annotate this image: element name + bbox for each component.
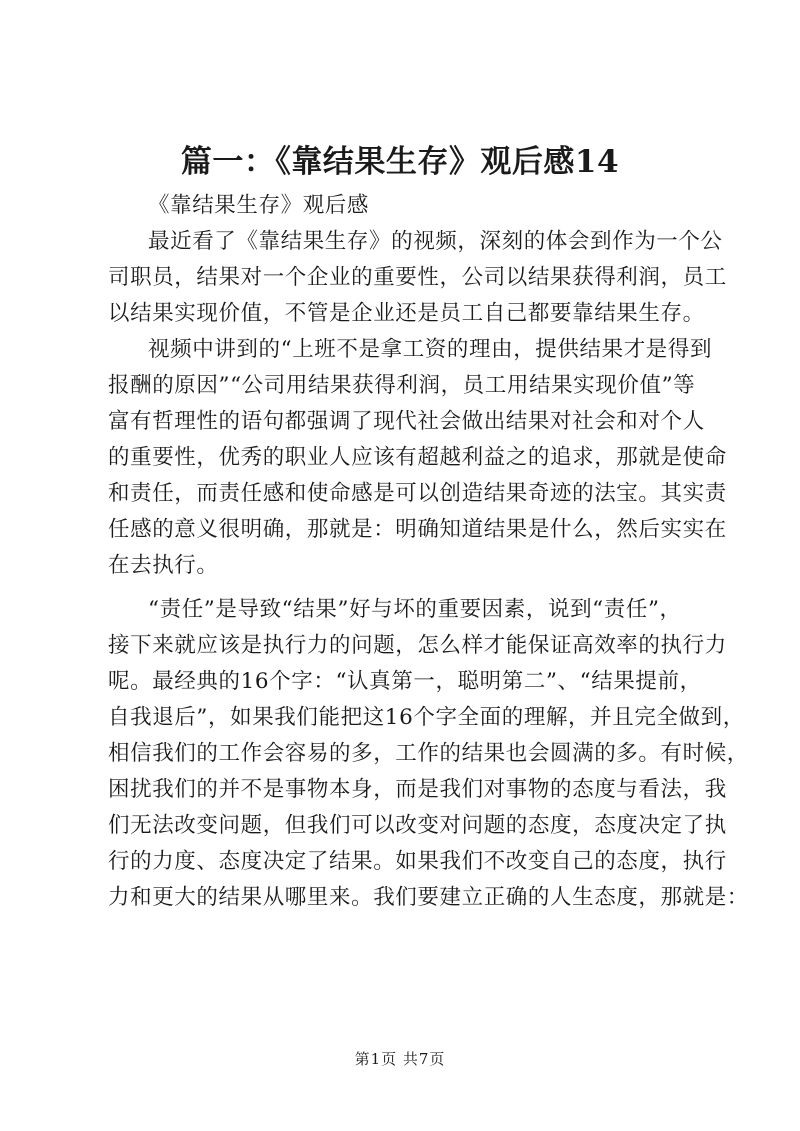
paragraph-1-line-2: 司职员，结果对一个企业的重要性，公司以结果获得利润，员工	[108, 265, 727, 290]
paragraph-3-line-8: 行的力度、态度决定了结果。如果我们不改变自己的态度，执行	[108, 849, 727, 874]
paragraph-3-line-2: 接下来就应该是执行力的问题，怎么样才能保证高效率的执行力	[108, 633, 727, 658]
page-number-footer: 第1页 共7页	[354, 1050, 446, 1068]
paragraph-3-line-1: “责任”是导致“结果”好与坏的重要因素，说到“责任”，	[148, 597, 682, 622]
paragraph-2-line-1: 视频中讲到的“上班不是拿工资的理由，提供结果才是得到	[148, 337, 713, 362]
paragraph-3-line-6: 困扰我们的并不是事物本身，而是我们对事物的态度与看法，我	[108, 777, 727, 802]
subtitle-line: 《靠结果生存》观后感	[148, 193, 370, 218]
paragraph-3-line-3: 呢。最经典的16个字：“认真第一，聪明第二”、“结果提前，	[108, 669, 702, 694]
paragraph-2-line-2: 报酬的原因”“公司用结果获得利润，员工用结果实现价值”等	[108, 373, 696, 398]
paragraph-2-line-7: 在去执行。	[108, 553, 219, 578]
paragraph-3-line-9: 力和更大的结果从哪里来。我们要建立正确的人生态度，那就是：	[108, 885, 749, 910]
paragraph-1-line-1: 最近看了《靠结果生存》的视频，深刻的体会到作为一个公	[148, 229, 723, 254]
paragraph-1-line-3: 以结果实现价值，不管是企业还是员工自己都要靠结果生存。	[108, 301, 705, 326]
document-body	[108, 188, 749, 916]
paragraph-2-line-6: 任感的意义很明确，那就是：明确知道结果是什么，然后实实在	[108, 517, 727, 542]
paragraph-2-line-5: 和责任，而责任感和使命感是可以创造结果奇迹的法宝。其实责	[108, 481, 727, 506]
paragraph-3-line-5: 相信我们的工作会容易的多，工作的结果也会圆满的多。有时候，	[108, 741, 749, 766]
paragraph-3-line-7: 们无法改变问题，但我们可以改变对问题的态度，态度决定了执	[108, 813, 727, 838]
document-title: 篇一：《靠结果生存》观后感14	[180, 144, 620, 180]
paragraph-2-line-4: 的重要性，优秀的职业人应该有超越利益之的追求，那就是使命	[108, 445, 727, 470]
paragraph-3-line-4: 自我退后”，如果我们能把这16个字全面的理解，并且完全做到，	[108, 705, 745, 730]
paragraph-2-line-3: 富有哲理性的语句都强调了现代社会做出结果对社会和对个人	[108, 409, 705, 434]
